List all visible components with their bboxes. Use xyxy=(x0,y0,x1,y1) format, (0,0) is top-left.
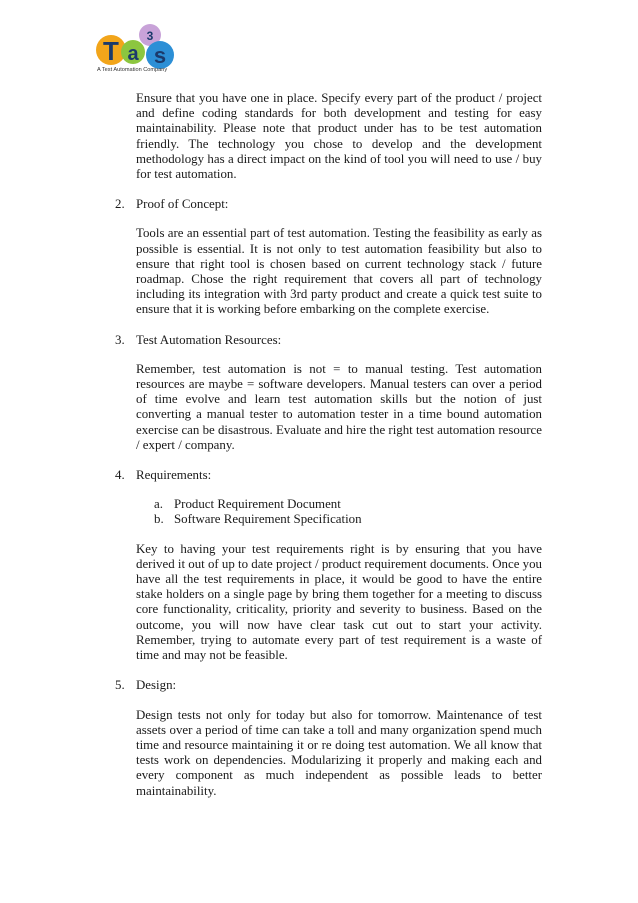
intro-paragraph: Ensure that you have one in place. Specify every part of the product / project and define coding standards for both development and testing for easy maintainability. Please note that product under has to be test automation friendly. The technology you chose to develop and the development methodology has a direct impact on the kind of tool you will need to use / buy for test automation. xyxy=(136,91,542,182)
section-heading-test-automation-resources xyxy=(115,333,542,348)
list-item-software-requirement-specification xyxy=(115,512,542,527)
logo-tagline: A Test Automation Company xyxy=(97,67,168,73)
document-body xyxy=(115,91,542,799)
section-heading-requirements xyxy=(115,468,542,483)
section-number: 4. xyxy=(115,468,125,483)
logo-letter-s: s xyxy=(153,43,167,68)
logo-superscript-3: 3 xyxy=(146,29,154,43)
logo-letter-t: T xyxy=(103,36,119,66)
section-heading-proof-of-concept xyxy=(115,197,542,212)
section-title: Proof of Concept: xyxy=(136,197,229,212)
list-item-marker: b. xyxy=(154,512,164,527)
list-item-marker: a. xyxy=(154,497,163,512)
list-item-text: Software Requirement Specification xyxy=(174,512,362,527)
section-body-requirements: Key to having your test requirements right is by ensuring that you have derived it out of up to date project / product requirement documents. Once you have all the test requirements in place, it would be good to have the entire stake holders on a single page by bring them together for a meeting to discuss core functionality, criticality, priority and severity to business. Based on the outcome, you will now have clear task cut out to start your activity. Remember, trying to automate every part of test requirement is a waste of time and may not be feasible. xyxy=(136,541,542,663)
section-number: 3. xyxy=(115,332,125,347)
list-item-text: Product Requirement Document xyxy=(174,497,341,512)
section-body-proof-of-concept: Tools are an essential part of test automation. Testing the feasibility as early as possible is essential. It is not only to test automation feasibility but also to ensure that right tool is chosen based on current technology stack / future roadmap. Chose the right requirement that covers all part of technology including its integration with 3rd party product and create a quick test suite to ensure that it is working before embarking on the complete exercise. xyxy=(136,226,542,317)
section-number: 5. xyxy=(115,678,125,693)
section-heading-design xyxy=(115,678,542,693)
section-title: Test Automation Resources: xyxy=(136,332,282,347)
section-title: Requirements: xyxy=(136,468,212,483)
section-body-design: Design tests not only for today but also for tomorrow. Maintenance of test assets over a period of time can take a toll and many organization spend much time and resource maintaining it or re doing test automation. We all know that tests work on dependencies. Modularizing it properly and making each and every component as much independent as possible leads to better maintainability. xyxy=(136,707,542,798)
section-title: Design: xyxy=(136,678,177,693)
logo-letter-a: a xyxy=(127,43,139,65)
list-item-product-requirement-document xyxy=(115,497,542,512)
section-number: 2. xyxy=(115,197,125,212)
section-body-test-automation-resources: Remember, test automation is not = to manual testing. Test automation resources are maybe = software developers. Manual testers can over a period of time evolve and learn test automation skills but the notion of just converting a manual tester to automation tester in a time bound automation exercise can be disastrous. Evaluate and hire the right test automation resource / expert / company. xyxy=(136,361,542,452)
